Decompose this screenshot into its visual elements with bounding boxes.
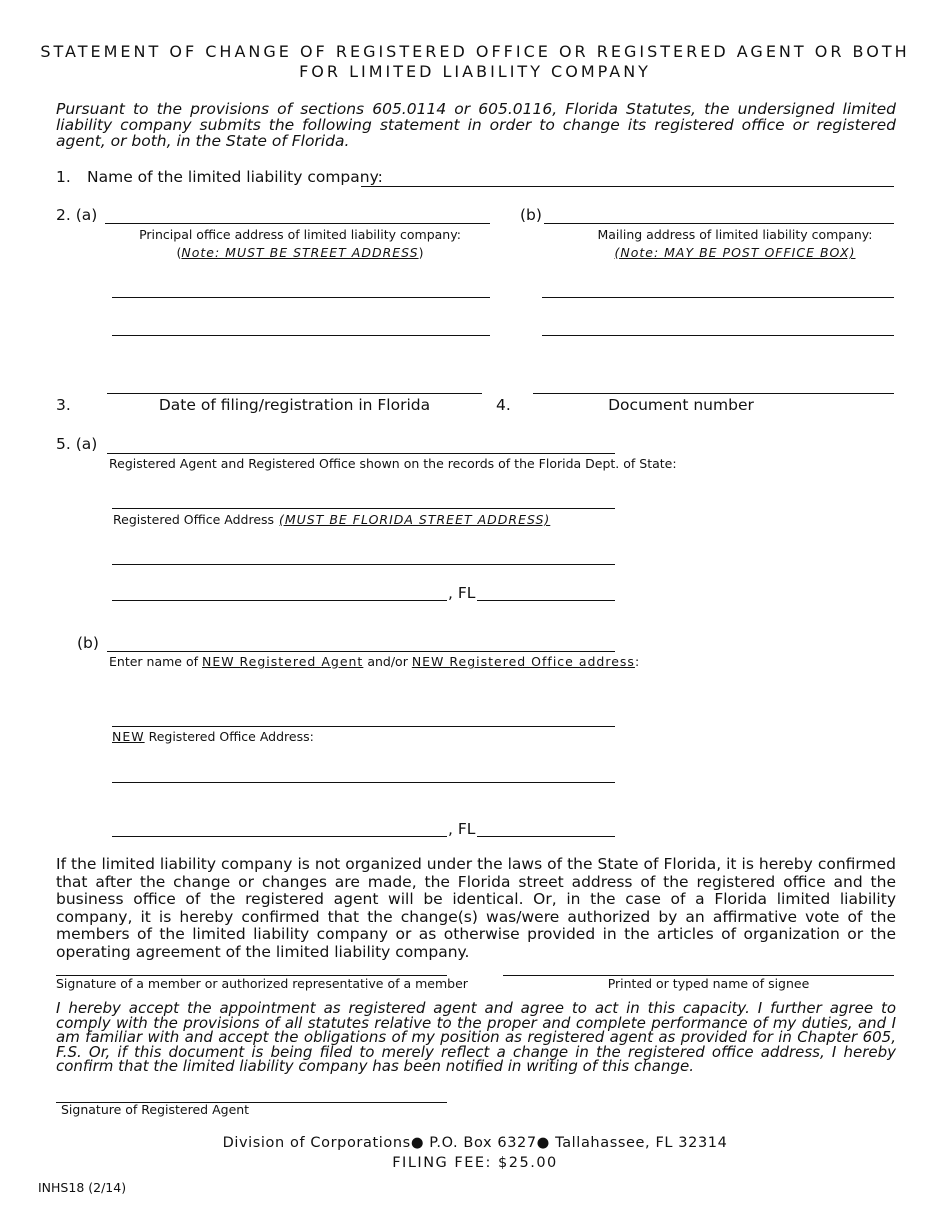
confirmation-paragraph: If the limited liability company is not organized under the laws of the State of Florida, it is hereby confirmed that after the change or changes are made, the Florida street address of the registered office and the business office of the registered agent will be identical. Or, in the case of a Florida limited liability company, it is hereby confirmed that the change(s) was/were authorized by an affirmative vote of the members of the limited liability company or as otherwise provided in the articles of organization or the operating agreement of the limited liability company. — [56, 855, 896, 961]
current-agent-caption: Registered Agent and Registered Office shown on the records of the Florida Dept. of State: — [109, 456, 677, 471]
footer-address: Division of Corporations● P.O. Box 6327● Tallahassee, FL 32314 — [222, 1135, 728, 1151]
current-office-field-2[interactable] — [112, 564, 615, 565]
form-id: INHS18 (2/14) — [38, 1180, 127, 1195]
item-5a-number: 5. (a) — [56, 435, 98, 453]
company-name-field[interactable] — [361, 186, 894, 187]
principal-address-field-1[interactable] — [105, 223, 490, 224]
current-zip-field[interactable] — [477, 600, 615, 601]
new-office-label: NEW Registered Office Address: — [112, 729, 314, 744]
mailing-address-note: (Note: MAY BE POST OFFICE BOX) — [614, 245, 856, 260]
state-fl-label-2: , FL — [448, 820, 476, 838]
current-office-field-1[interactable] — [112, 508, 615, 509]
document-number-field[interactable] — [533, 393, 894, 394]
agent-acceptance-paragraph: I hereby accept the appointment as registered agent and agree to act in this capacity. I further agree to comply with the provisions of all statutes relative to the proper and complete performance of my duties, and I am familiar with and accept the obligations of my position as registered agent as provided for in Chapter 605, F.S. Or, if this document is being filed to merely reflect a change in the registered office address, I hereby confirm that the limited liability company has been notified in writing of this change. — [56, 999, 896, 1075]
registered-office-label: Registered Office Address — [113, 512, 275, 527]
state-fl-label: , FL — [448, 584, 476, 602]
new-agent-caption: Enter name of NEW Registered Agent and/or NEW Registered Office address: — [109, 654, 640, 669]
item-3-number: 3. — [56, 396, 71, 414]
member-signature-label: Signature of a member or authorized representative of a member — [56, 976, 468, 991]
new-zip-field[interactable] — [477, 836, 615, 837]
current-city-field[interactable] — [112, 600, 447, 601]
registered-office-note: (MUST BE FLORIDA STREET ADDRESS) — [279, 512, 551, 527]
intro-paragraph: Pursuant to the provisions of sections 605.0114 or 605.0116, Florida Statutes, the undersigned limited liability company submits the following statement in order to change its registered office or registered agent, or both, in the State of Florida. — [56, 100, 896, 150]
item-4-number: 4. — [496, 396, 511, 414]
signee-name-label: Printed or typed name of signee — [607, 976, 810, 991]
current-agent-field[interactable] — [107, 453, 615, 454]
filing-date-label: Date of filing/registration in Florida — [158, 396, 431, 414]
principal-address-caption: Principal office address of limited liability company: — [139, 227, 461, 242]
mailing-address-field-1[interactable] — [544, 223, 894, 224]
agent-signature-label: Signature of Registered Agent — [61, 1102, 250, 1117]
document-number-label: Document number — [608, 396, 754, 414]
mailing-address-field-2[interactable] — [542, 297, 894, 298]
new-office-field-1[interactable] — [112, 726, 615, 727]
item-5b-label: (b) — [77, 634, 99, 652]
mailing-address-caption: Mailing address of limited liability company: — [597, 227, 873, 242]
principal-address-field-2[interactable] — [112, 297, 490, 298]
item-2b-label: (b) — [520, 206, 542, 224]
mailing-address-field-3[interactable] — [542, 335, 894, 336]
filing-fee: FILING FEE: $25.00 — [392, 1155, 558, 1171]
principal-address-field-3[interactable] — [112, 335, 490, 336]
item-1-number: 1. — [56, 168, 71, 186]
form-title: STATEMENT OF CHANGE OF REGISTERED OFFICE OR REGISTERED AGENT OR BOTH FOR LIMITED LIABILITY COMPANY — [40, 42, 910, 81]
principal-address-note: (Note: MUST BE STREET ADDRESS) — [176, 245, 424, 260]
new-city-field[interactable] — [112, 836, 447, 837]
company-name-label: Name of the limited liability company: — [87, 168, 383, 186]
new-agent-field[interactable] — [107, 651, 615, 652]
new-office-field-2[interactable] — [112, 782, 615, 783]
filing-date-field[interactable] — [107, 393, 482, 394]
item-2a-number: 2. (a) — [56, 206, 98, 224]
